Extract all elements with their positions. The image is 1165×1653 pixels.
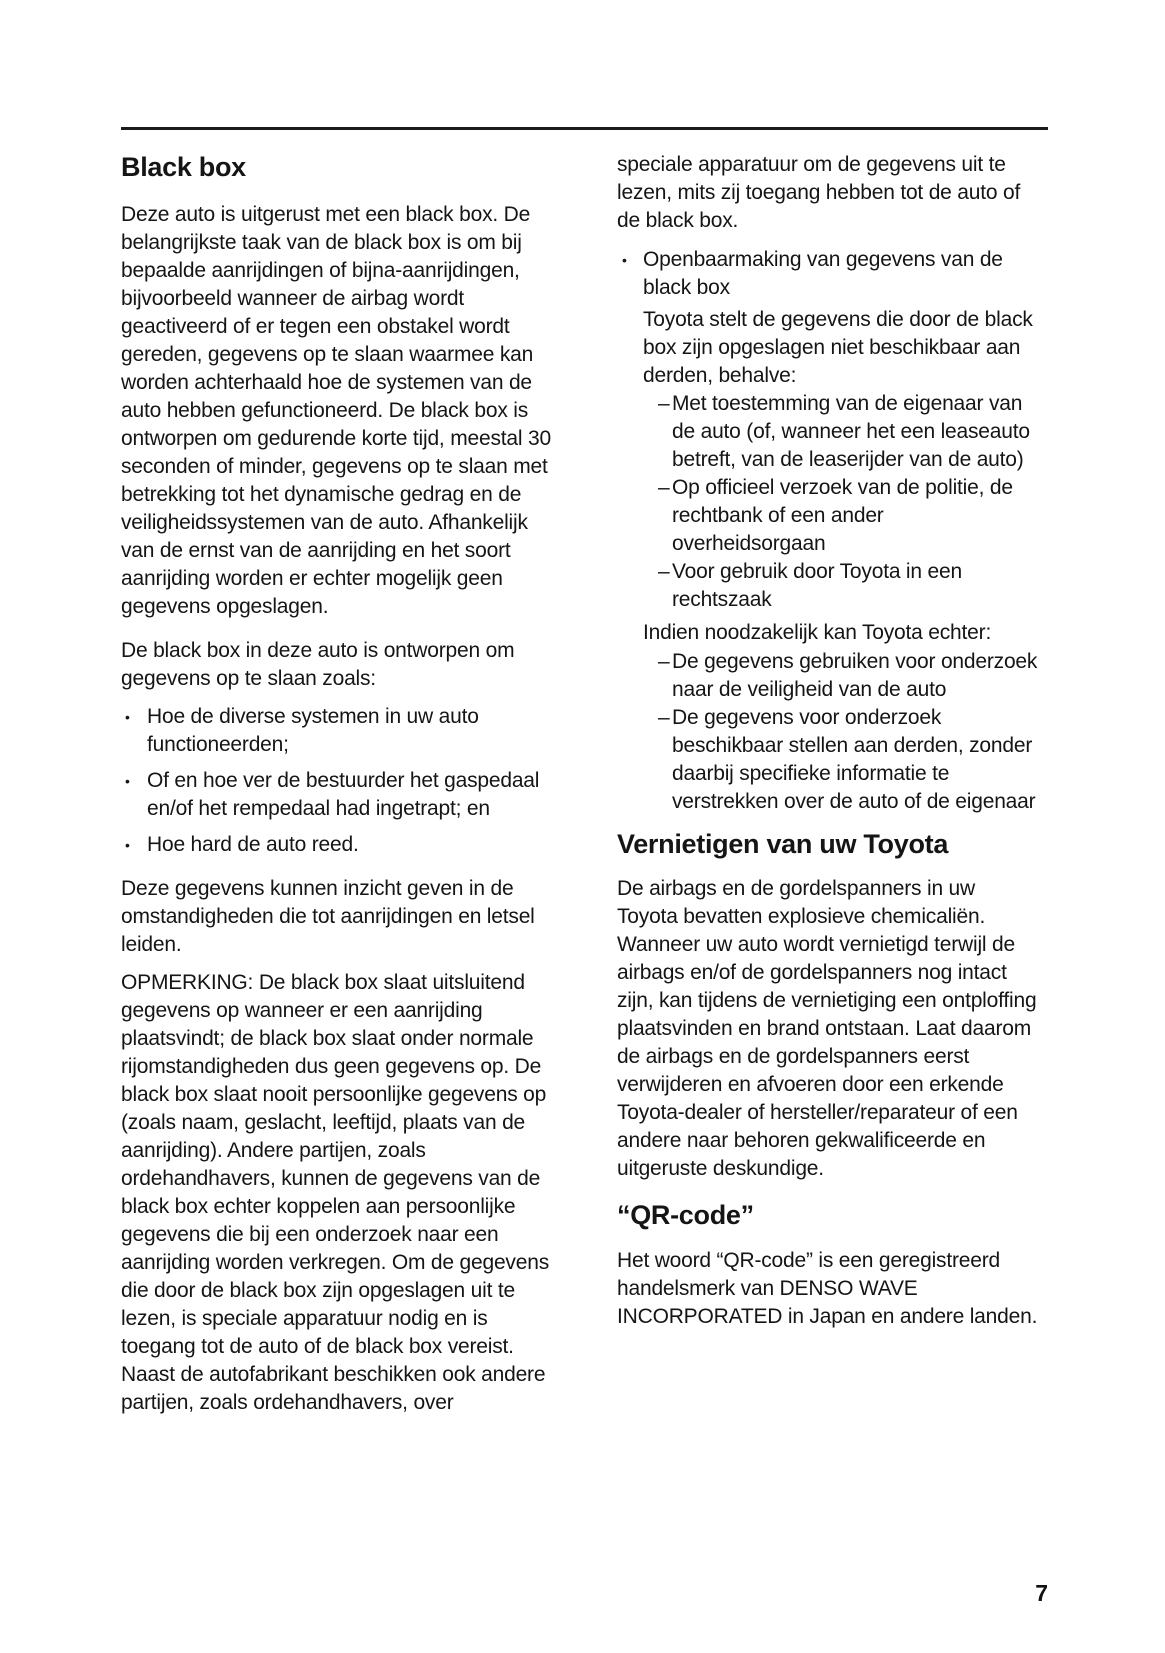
bullet-marker: • xyxy=(125,837,130,853)
paragraph: De airbags en de gordelspanners in uw Toyota bevatten explosieve chemicaliën. Wanneer uw auto wordt vernietigd terwijl de airbags en/of de gordelspanners nog intact zijn, kan tijdens de vernietiging een ontploffing plaatsvinden en brand ontstaan. Laat daarom de airbags en de gordelspanners eerst verwijderen en afvoeren door een erkende Toyota-dealer of hersteller/reparateur of een andere naar behoren gekwalificeerde en uitgeruste deskundige. xyxy=(617,877,1037,1180)
dash-marker: – xyxy=(658,650,670,673)
list-item-text: Openbaarmaking van gegevens van de black box xyxy=(643,248,1003,299)
dash-list xyxy=(617,390,1038,614)
paragraph: De black box in deze auto is ontworpen om gegevens op te slaan zoals: xyxy=(121,639,515,690)
section-heading-vernietigen: Vernietigen van uw Toyota xyxy=(617,829,949,859)
page-number: 7 xyxy=(1035,1580,1048,1606)
top-divider xyxy=(121,127,1048,130)
section-heading-qr-code: “QR-code” xyxy=(617,1200,754,1230)
dash-marker: – xyxy=(658,560,670,583)
bullet-marker: • xyxy=(125,709,130,725)
dash-marker: – xyxy=(658,706,670,729)
list-item xyxy=(658,474,1038,558)
list-item-text: Hoe de diverse systemen in uw auto functioneerden; xyxy=(147,705,479,756)
left-column xyxy=(121,151,555,1433)
bullet-marker: • xyxy=(622,252,627,268)
right-column xyxy=(617,151,1038,1347)
list-item xyxy=(125,767,555,823)
list-item-text: Voor gebruik door Toyota in een rechtszaak xyxy=(672,560,962,611)
list-item-text: Hoe hard de auto reed. xyxy=(147,833,359,856)
paragraph: Deze gegevens kunnen inzicht geven in de omstandigheden die tot aanrijdingen en letsel leiden. xyxy=(121,877,535,956)
dash-marker: – xyxy=(658,392,670,415)
paragraph: Indien noodzakelijk kan Toyota echter: xyxy=(643,621,992,644)
paragraph: speciale apparatuur om de gegevens uit te lezen, mits zij toegang hebben tot de auto of de black box. xyxy=(617,153,1021,232)
list-item xyxy=(622,246,1038,302)
paragraph: Toyota stelt de gegevens die door de black box zijn opgeslagen niet beschikbaar aan derden, behalve: xyxy=(643,308,1033,387)
list-item xyxy=(658,704,1038,816)
paragraph: Het woord “QR-code” is een geregistreerd handelsmerk van DENSO WAVE INCORPORATED in Japan en andere landen. xyxy=(617,1249,1038,1328)
list-item-text: Met toestemming van de eigenaar van de auto (of, wanneer het een leaseauto betreft, van de leaserijder van de auto) xyxy=(672,392,1030,471)
dash-marker: – xyxy=(658,476,670,499)
bullet-marker: • xyxy=(125,773,130,789)
list-item-text: Op officieel verzoek van de politie, de rechtbank of een ander overheidsorgaan xyxy=(672,476,1013,555)
list-item-text: De gegevens voor onderzoek beschikbaar stellen aan derden, zonder daarbij specifieke informatie te verstrekken over de auto of de eigenaar xyxy=(672,706,1036,813)
list-item-text: De gegevens gebruiken voor onderzoek naar de veiligheid van de auto xyxy=(672,650,1038,701)
dash-list xyxy=(617,648,1038,816)
list-item xyxy=(658,648,1038,704)
list-item xyxy=(658,558,1038,614)
list-item xyxy=(658,390,1038,474)
section-heading-black-box: Black box xyxy=(121,152,246,182)
paragraph: OPMERKING: De black box slaat uitsluitend gegevens op wanneer er een aanrijding plaatsvindt; de black box slaat onder normale rijomstandigheden dus geen gegevens op. De black box slaat nooit persoonlijke gegevens op (zoals naam, geslacht, leeftijd, plaats van de aanrijding). Andere partijen, zoals ordehandhavers, kunnen de gegevens van de black box echter koppelen aan persoonlijke gegevens die bij een onderzoek naar een aanrijding worden verkregen. Om de gegevens die door de black box zijn opgeslagen uit te lezen, is speciale apparatuur nodig en is toegang tot de auto of de black box vereist. Naast de autofabrikant beschikken ook andere partijen, zoals ordehandhavers, over xyxy=(121,971,549,1414)
list-item-text: Of en hoe ver de bestuurder het gaspedaal en/of het rempedaal had ingetrapt; en xyxy=(147,769,540,820)
list-item xyxy=(125,703,555,759)
paragraph: Deze auto is uitgerust met een black box. De belangrijkste taak van de black box is om bij bepaalde aanrijdingen of bijna-aanrijdingen, bijvoorbeeld wanneer de airbag wordt geactiveerd of er tegen een obstakel wordt gereden, gegevens op te slaan waarmee kan worden achterhaald hoe de systemen van de auto hebben gefunctioneerd. De black box is ontworpen om gedurende korte tijd, meestal 30 seconden of minder, gegevens op te slaan met betrekking tot het dynamische gedrag en de veiligheidssystemen van de auto. Afhankelijk van de ernst van de aanrijding en het soort aanrijding worden er echter mogelijk geen gegevens opgeslagen. xyxy=(121,203,551,618)
list-item xyxy=(125,831,555,859)
